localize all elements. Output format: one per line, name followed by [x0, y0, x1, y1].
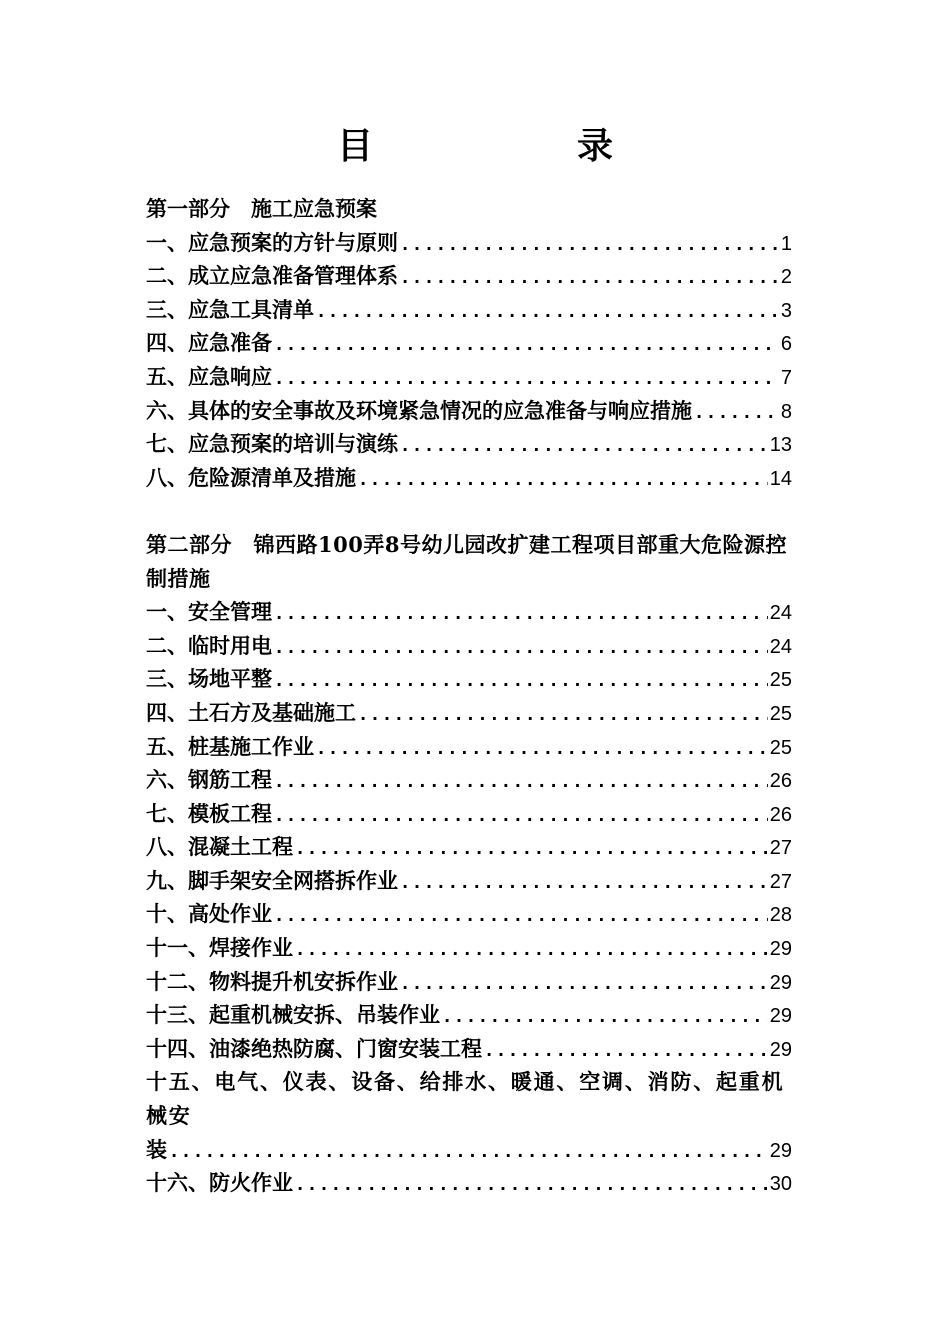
toc-entry-label: 十四、油漆绝热防腐、门窗安装工程 [146, 1035, 482, 1061]
dot-leader [442, 1001, 768, 1035]
toc-entry-label: 三、应急工具清单 [146, 296, 314, 322]
dot-leader [169, 1136, 768, 1170]
toc-entry-page: 27 [769, 837, 792, 860]
toc-entry-page: 14 [769, 467, 792, 490]
toc-entry-label: 十二、物料提升机安拆作业 [146, 968, 398, 994]
toc-entry-label: 二、成立应急准备管理体系 [146, 263, 398, 289]
toc-entry-label: 五、应急响应 [146, 363, 272, 389]
toc-entry-page: 7 [780, 366, 792, 389]
toc-entry[interactable] [146, 427, 792, 461]
toc-entry-page: 25 [769, 669, 792, 692]
dot-leader [295, 833, 768, 867]
toc-entry-label: 五、桩基施工作业 [146, 733, 314, 759]
dot-leader [400, 430, 768, 464]
toc-entry-page: 29 [769, 938, 792, 961]
toc-entry[interactable] [146, 326, 792, 360]
dot-leader [400, 867, 768, 901]
toc-entry-page: 27 [769, 870, 792, 893]
dot-leader [295, 1169, 768, 1203]
toc-entry[interactable] [146, 696, 792, 730]
toc-entry-page: 29 [769, 1038, 792, 1061]
toc-entry[interactable] [146, 360, 792, 394]
toc-entry-page: 3 [780, 299, 792, 322]
toc-entry[interactable] [146, 998, 792, 1032]
part-two-heading: 第二部分 锦西路100弄8号幼儿园改扩建工程项目部重大危险源控制措施 [146, 531, 787, 591]
toc-entry-label: 十三、起重机械安拆、吊装作业 [146, 1002, 440, 1028]
part-one-heading: 第一部分 施工应急预案 [146, 196, 377, 221]
toc-entry-page: 25 [769, 702, 792, 725]
toc-entry-page: 2 [780, 266, 792, 289]
table-of-contents [146, 192, 792, 1200]
dot-leader [274, 632, 768, 666]
toc-entry-page: 1 [780, 232, 792, 255]
toc-entry[interactable] [146, 629, 792, 663]
toc-entry[interactable] [146, 965, 792, 999]
toc-entry[interactable] [146, 931, 792, 965]
toc-entry-page: 30 [769, 1173, 792, 1196]
toc-entry[interactable] [146, 864, 792, 898]
toc-entry[interactable] [146, 259, 792, 293]
dot-leader [316, 733, 768, 767]
toc-entry-page: 24 [769, 602, 792, 625]
toc-entry[interactable] [146, 226, 792, 260]
dot-leader [694, 397, 779, 431]
dot-leader [274, 329, 779, 363]
toc-entry[interactable] [146, 293, 792, 327]
toc-entry-label: 三、场地平整 [146, 666, 272, 692]
toc-entry-page: 29 [769, 1005, 792, 1028]
toc-entry-label: 四、应急准备 [146, 330, 272, 356]
toc-entry[interactable] [146, 394, 792, 428]
dot-leader [274, 766, 768, 800]
dot-leader [295, 934, 768, 968]
toc-entry-label: 十五、电气、仪表、设备、给排水、暖通、空调、消防、起重机械安 [146, 1069, 785, 1129]
toc-entry-label: 七、模板工程 [146, 800, 272, 826]
dot-leader [274, 363, 779, 397]
page-title: 目 录 [336, 125, 697, 167]
toc-entry-label: 四、土石方及基础施工 [146, 699, 356, 725]
toc-entry-page: 26 [769, 770, 792, 793]
toc-entry[interactable] [146, 1166, 792, 1200]
toc-entry-label: 八、危险源清单及措施 [146, 464, 356, 490]
dot-leader [484, 1035, 768, 1069]
toc-entry-page: 29 [769, 971, 792, 994]
toc-entry-page: 28 [769, 904, 792, 927]
dot-leader [274, 665, 768, 699]
dot-leader [400, 262, 779, 296]
toc-entry[interactable] [146, 595, 792, 629]
toc-entry[interactable] [146, 662, 792, 696]
toc-entry-page: 8 [780, 400, 792, 423]
dot-leader [274, 800, 768, 834]
dot-leader [358, 699, 768, 733]
toc-entry-label-continuation: 装 [146, 1136, 167, 1162]
dot-leader [400, 229, 779, 263]
toc-entry-page: 24 [769, 635, 792, 658]
toc-entry-page: 29 [769, 1139, 792, 1162]
toc-entry-label: 七、应急预案的培训与演练 [146, 431, 398, 457]
section-spacer [146, 494, 792, 528]
toc-entry-continuation[interactable] [146, 1133, 792, 1167]
toc-entry[interactable] [146, 897, 792, 931]
toc-entry-label: 一、应急预案的方针与原则 [146, 229, 398, 255]
toc-entry-label: 二、临时用电 [146, 632, 272, 658]
toc-entry[interactable] [146, 1032, 792, 1066]
toc-entry-label: 八、混凝土工程 [146, 834, 293, 860]
toc-entry-wrapped[interactable] [146, 1065, 792, 1132]
toc-entry-page: 13 [769, 434, 792, 457]
toc-entry-page: 6 [780, 333, 792, 356]
toc-entry[interactable] [146, 763, 792, 797]
dot-leader [274, 900, 768, 934]
toc-entry-page: 25 [769, 736, 792, 759]
toc-entry-label: 六、钢筋工程 [146, 767, 272, 793]
toc-entry[interactable] [146, 730, 792, 764]
toc-entry-label: 一、安全管理 [146, 599, 272, 625]
toc-entry-label: 九、脚手架安全网搭拆作业 [146, 867, 398, 893]
toc-entry[interactable] [146, 797, 792, 831]
toc-entry-label: 十六、防火作业 [146, 1170, 293, 1196]
toc-entry[interactable] [146, 830, 792, 864]
toc-entry[interactable] [146, 461, 792, 495]
dot-leader [400, 968, 768, 1002]
toc-entry-label: 十、高处作业 [146, 901, 272, 927]
dot-leader [358, 464, 768, 498]
toc-entry-page: 26 [769, 803, 792, 826]
toc-entry-label: 十一、焊接作业 [146, 935, 293, 961]
dot-leader [316, 296, 779, 330]
toc-entry-label: 六、具体的安全事故及环境紧急情况的应急准备与响应措施 [146, 397, 692, 423]
dot-leader [274, 598, 768, 632]
